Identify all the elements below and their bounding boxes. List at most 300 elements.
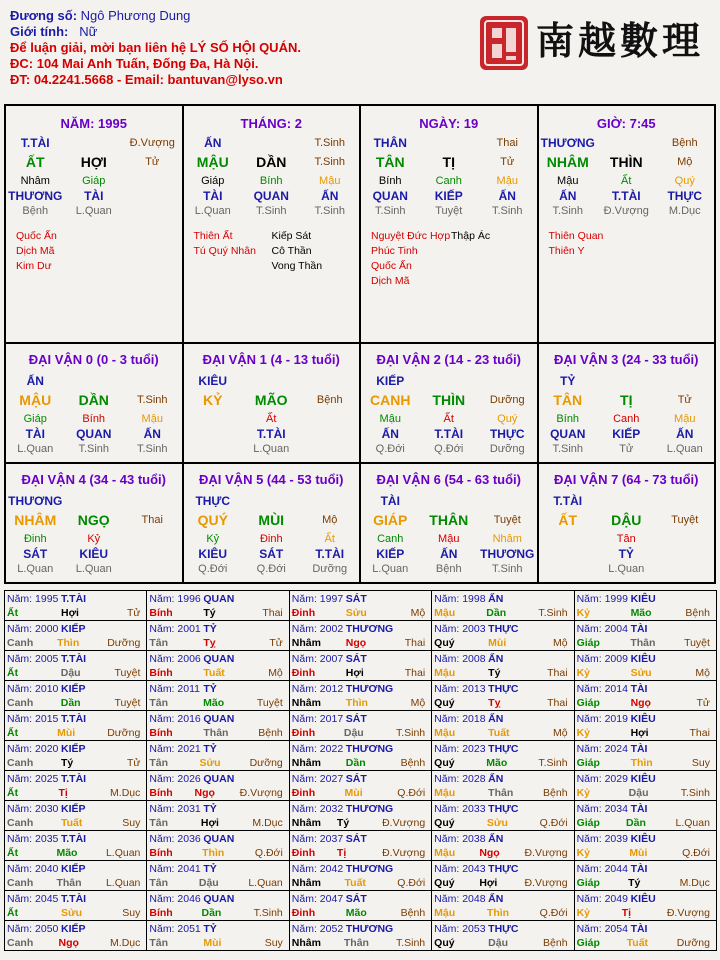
heaven-stem: NHÂM	[546, 154, 589, 170]
year-label	[434, 622, 488, 636]
cell-row	[539, 494, 715, 509]
heaven-stem: KỶ	[203, 392, 223, 408]
year-branch: Mão	[56, 847, 78, 859]
year-ten-god: ẤN	[488, 713, 504, 725]
year-ten-god: KIÊU	[630, 833, 656, 845]
hidden-stem: Kỷ	[87, 533, 101, 545]
hidden-stem: Quý	[497, 413, 518, 425]
year-label-text: Năm:	[149, 593, 175, 605]
cell-row	[361, 174, 537, 189]
earth-branch: TỊ	[620, 392, 633, 408]
year-stem: Mậu	[434, 727, 456, 739]
year-stage: M.Dục	[252, 817, 283, 829]
hidden-god: THỰC	[489, 427, 525, 441]
year-label	[577, 622, 631, 636]
year-stem: Mậu	[434, 667, 456, 679]
stage: T.Sinh	[552, 205, 584, 217]
year-cell	[5, 681, 147, 711]
year-cell	[147, 651, 289, 681]
year-label-text: Năm:	[434, 833, 460, 845]
year-ten-god: ẤN	[488, 773, 504, 785]
year-label	[7, 892, 61, 906]
hidden-stem: Bính	[259, 175, 283, 187]
hidden-god: TÀI	[25, 427, 45, 441]
stage: T.Sinh	[255, 205, 287, 217]
year-label-text: Năm:	[149, 833, 175, 845]
pillar-cell	[359, 106, 537, 342]
hidden-stem	[656, 532, 715, 547]
star-list	[184, 229, 360, 274]
inauspicious-star: Vong Thần	[271, 260, 323, 272]
year-stage: Đ.Vượng	[382, 847, 426, 859]
cell-row	[184, 513, 360, 528]
year-label	[434, 682, 488, 696]
year-label	[434, 832, 488, 846]
year-branch: Ngọ	[479, 847, 500, 859]
year-stem: Giáp	[576, 637, 600, 649]
year-label	[577, 832, 631, 846]
stage: T.Sinh	[314, 156, 346, 168]
year-stem: Bính	[149, 667, 173, 679]
hidden-stem: Bính	[556, 413, 580, 425]
year-ten-god: THỰC	[488, 743, 519, 755]
cell-row	[184, 412, 360, 427]
year-branch: Mão	[486, 757, 508, 769]
cell-row	[539, 442, 715, 457]
stage	[656, 562, 715, 577]
year-number: 2035	[35, 833, 59, 845]
year-number: 2013	[462, 683, 486, 695]
cell-row	[184, 532, 360, 547]
earth-branch: THÂN	[429, 512, 469, 528]
year-stage: Mộ	[552, 637, 568, 649]
year-cell	[289, 801, 431, 831]
year-number: 2034	[604, 803, 628, 815]
year-branch: Hợi	[61, 607, 79, 619]
year-stage: Bệnh	[685, 607, 710, 619]
stage: Mộ	[322, 514, 338, 526]
year-branch: Tuất	[626, 937, 649, 949]
year-label-text: Năm:	[149, 653, 175, 665]
year-number: 2006	[177, 653, 201, 665]
cell-row	[361, 393, 537, 408]
hidden-stem: Mậu	[557, 175, 579, 187]
inauspicious-star: Cô Thần	[271, 245, 312, 257]
stage: Dưỡng	[489, 443, 525, 455]
hidden-god: QUAN	[76, 427, 112, 441]
year-label	[292, 652, 346, 666]
year-branch: Thân	[343, 937, 369, 949]
cell-row	[6, 562, 182, 577]
year-ten-god: ẤN	[488, 653, 504, 665]
year-label	[292, 742, 346, 756]
hidden-god: T.TÀI	[434, 427, 464, 441]
year-stage: Dưỡng	[107, 727, 141, 739]
year-number: 2005	[35, 653, 59, 665]
owner-line	[10, 8, 470, 24]
year-stage: T.Sinh	[538, 607, 568, 619]
star-list	[6, 229, 182, 274]
year-label	[577, 772, 631, 786]
hidden-stem: Ất	[266, 413, 277, 425]
year-branch: Ngọ	[630, 697, 651, 709]
year-stem: Canh	[7, 937, 34, 949]
heaven-stem: NHÂM	[14, 512, 57, 528]
year-label-text: Năm:	[7, 683, 33, 695]
year-ten-god: KIẾP	[61, 683, 86, 695]
year-cell	[432, 771, 574, 801]
year-ten-god: TÀI	[630, 863, 648, 875]
year-stem: Ất	[7, 847, 19, 859]
cell-row	[539, 136, 715, 151]
year-branch: Tý	[203, 607, 216, 619]
year-branch: Tý	[488, 667, 501, 679]
stage	[301, 442, 360, 457]
year-branch: Mùi	[488, 637, 507, 649]
year-stage: Suy	[122, 907, 141, 919]
year-label	[292, 832, 346, 846]
year-number: 2010	[35, 683, 59, 695]
year-branch: Tý	[336, 817, 350, 829]
year-number: 2009	[604, 653, 628, 665]
year-stage: Mộ	[552, 727, 568, 739]
year-label	[149, 892, 203, 906]
year-stage: Tử	[269, 637, 283, 649]
year-stem: Mậu	[434, 607, 456, 619]
year-ten-god: KIẾP	[61, 803, 86, 815]
hidden-stem: Kỷ	[206, 533, 220, 545]
year-stem: Quý	[434, 937, 455, 949]
year-ten-god: KIẾP	[61, 743, 86, 755]
year-stage: Đ.Vượng	[524, 847, 568, 859]
cell-row	[6, 442, 182, 457]
earth-branch: MÃO	[254, 392, 288, 408]
cell-row	[184, 155, 360, 170]
cell-row	[6, 547, 182, 562]
pillar-title: THÁNG: 2	[240, 116, 302, 131]
year-cell	[574, 741, 716, 771]
blank	[597, 136, 656, 151]
year-number: 2020	[35, 743, 59, 755]
year-number: 2015	[35, 713, 59, 725]
year-label	[577, 712, 631, 726]
hidden-stem: Mậu	[141, 413, 163, 425]
year-ten-god: THƯƠNG	[345, 923, 394, 935]
year-ten-god: THƯƠNG	[345, 743, 394, 755]
year-label	[7, 682, 61, 696]
address: ĐC: 104 Mai Anh Tuấn, Đống Đa, Hà Nội.	[10, 56, 259, 71]
year-label	[292, 682, 346, 696]
year-branch: Dậu	[60, 667, 81, 679]
year-stem: Tân	[149, 757, 169, 769]
cell-row	[539, 532, 715, 547]
year-cell	[289, 681, 431, 711]
year-stage: T.Sinh	[395, 937, 426, 949]
year-label-text: Năm:	[7, 893, 33, 905]
year-ten-god: SÁT	[345, 713, 367, 725]
year-label	[149, 862, 203, 876]
cell-row	[361, 136, 537, 151]
year-stage: Tuyệt	[114, 697, 141, 709]
year-number: 2014	[604, 683, 628, 695]
year-label-text: Năm:	[149, 893, 175, 905]
cell-row	[6, 393, 182, 408]
year-number: 1995	[35, 593, 59, 605]
year-label	[7, 652, 61, 666]
year-branch: Ngọ	[345, 637, 367, 649]
cell-row	[361, 513, 537, 528]
seal-icon	[478, 14, 530, 72]
year-number: 2022	[319, 743, 344, 755]
year-number: 2041	[177, 863, 201, 875]
year-branch: Dần	[486, 607, 507, 619]
year-branch: Tý	[61, 757, 74, 769]
stage: L.Quan	[372, 563, 409, 575]
year-cell	[289, 711, 431, 741]
year-ten-god: THƯƠNG	[345, 683, 394, 695]
hidden-stem: Mậu	[319, 175, 341, 187]
year-label-text: Năm:	[576, 923, 602, 935]
year-label	[434, 772, 488, 786]
year-ten-god: TÀI	[630, 743, 648, 755]
year-stage: Thai	[547, 667, 568, 679]
year-cell	[432, 831, 574, 861]
year-label	[577, 682, 631, 696]
year-stem: Canh	[7, 757, 34, 769]
year-branch: Dần	[201, 907, 222, 919]
hidden-stem	[301, 412, 360, 427]
gender-value: Nữ	[79, 24, 98, 39]
hidden-god: TÀI	[84, 189, 104, 203]
phone-email: ĐT: 04.2241.5668 - Email: bantuvan@lyso.vn	[10, 72, 283, 87]
year-number: 1997	[319, 593, 344, 605]
earth-branch: DẬU	[611, 512, 642, 528]
year-stage: Tử	[126, 607, 141, 619]
blank	[242, 136, 301, 151]
year-cell	[574, 711, 716, 741]
year-label-text: Năm:	[576, 893, 602, 905]
stage: L.Quan	[17, 563, 54, 575]
year-stage: Tuyệt	[114, 667, 141, 679]
year-stage: Đ.Vượng	[239, 787, 283, 799]
year-number: 2019	[604, 713, 628, 725]
year-number: 2052	[319, 923, 344, 935]
year-stem: Đinh	[291, 727, 316, 739]
heaven-stem: ẤT	[25, 154, 45, 170]
year-label-text: Năm:	[576, 623, 602, 635]
year-cell	[432, 861, 574, 891]
cell-row	[184, 174, 360, 189]
year-cell	[5, 711, 147, 741]
stage: L.Quan	[75, 563, 112, 575]
year-ten-god: SÁT	[345, 833, 367, 845]
year-label-text: Năm:	[576, 683, 602, 695]
year-label-text: Năm:	[149, 923, 175, 935]
year-number: 2032	[319, 803, 344, 815]
year-label	[7, 592, 61, 606]
year-ten-god: TÀI	[630, 683, 648, 695]
dai-van-title: ĐẠI VẬN 6 (54 - 63 tuổi)	[376, 472, 521, 487]
year-branch: Tỵ	[203, 637, 216, 649]
ten-god: TÀI	[380, 494, 400, 508]
owner-label: Đương số:	[10, 8, 78, 23]
year-number: 2043	[462, 863, 486, 875]
year-number: 2045	[35, 893, 59, 905]
year-ten-god: SÁT	[345, 653, 367, 665]
year-branch: Sửu	[199, 757, 221, 769]
year-ten-god: QUAN	[203, 893, 235, 905]
year-stem: Canh	[7, 697, 34, 709]
cell-row	[184, 494, 360, 509]
year-stem: Kỷ	[576, 907, 590, 919]
year-branch: Dậu	[198, 877, 219, 889]
year-stem: Giáp	[576, 697, 600, 709]
year-number: 2051	[177, 923, 201, 935]
year-ten-god: KIÊU	[630, 773, 656, 785]
stage: Tuyệt	[493, 514, 521, 526]
year-number: 2039	[604, 833, 628, 845]
year-cell	[5, 891, 147, 921]
year-branch: Sửu	[630, 667, 652, 679]
hidden-god	[184, 427, 243, 442]
year-label-text: Năm:	[291, 923, 317, 935]
year-stem: Ất	[7, 787, 19, 799]
stage: Tuyệt	[435, 205, 463, 217]
year-label	[434, 742, 488, 756]
year-label-text: Năm:	[291, 713, 317, 725]
year-label	[7, 802, 61, 816]
year-number: 2016	[177, 713, 201, 725]
stage: T.Sinh	[491, 205, 523, 217]
year-cell	[5, 651, 147, 681]
year-stem: Quý	[434, 877, 455, 889]
year-ten-god: KIẾP	[61, 923, 86, 935]
year-ten-god: T.TÀI	[61, 773, 87, 785]
year-stage: Tuyệt	[256, 697, 283, 709]
year-label	[149, 652, 203, 666]
year-stem: Đinh	[291, 847, 316, 859]
cell-row	[361, 547, 537, 562]
hidden-stem: Canh	[613, 413, 640, 425]
year-ten-god: THỰC	[488, 803, 519, 815]
year-ten-god: THƯƠNG	[345, 803, 394, 815]
year-number: 2054	[604, 923, 628, 935]
year-ten-god: TỶ	[203, 923, 217, 935]
year-label-text: Năm:	[434, 683, 460, 695]
cell-row	[184, 547, 360, 562]
year-number: 2049	[604, 893, 628, 905]
year-ten-god: ẤN	[488, 593, 504, 605]
year-cell	[289, 861, 431, 891]
cell-row	[539, 547, 715, 562]
hidden-stem: Bính	[378, 175, 402, 187]
year-cell	[432, 741, 574, 771]
year-cell	[574, 831, 716, 861]
year-stage: Bệnh	[400, 907, 426, 919]
year-label	[577, 742, 631, 756]
earth-branch: THÌN	[609, 154, 643, 170]
hidden-god: T.TÀI	[611, 189, 641, 203]
year-cell	[432, 921, 574, 951]
hidden-stem: Mậu	[379, 413, 401, 425]
year-stage: Suy	[691, 757, 710, 769]
gender-line	[10, 24, 470, 40]
ten-god: KIÊU	[198, 374, 228, 388]
year-branch: Dần	[60, 697, 81, 709]
year-label-text: Năm:	[434, 653, 460, 665]
cell-row	[184, 189, 360, 204]
stage: L.Quan	[194, 205, 231, 217]
year-number: 2011	[177, 683, 200, 695]
year-label-text: Năm:	[291, 683, 317, 695]
year-label-text: Năm:	[7, 803, 33, 815]
year-number: 2000	[35, 623, 59, 635]
stage: Bệnh	[435, 563, 462, 575]
year-label-text: Năm:	[7, 773, 33, 785]
year-cell	[574, 921, 716, 951]
heaven-stem: ẤT	[558, 512, 578, 528]
year-label	[149, 682, 203, 696]
stage: Tử	[500, 156, 515, 168]
year-stage: L.Quan	[105, 847, 141, 859]
cell-row	[184, 442, 360, 457]
year-stage: Bệnh	[258, 727, 283, 739]
cell-row	[6, 494, 182, 509]
year-branch: Mão	[345, 907, 367, 919]
cell-row	[361, 374, 537, 389]
year-cell	[289, 651, 431, 681]
year-stem: Tân	[149, 877, 169, 889]
hidden-god: QUAN	[550, 427, 586, 441]
stage: Tử	[145, 156, 160, 168]
year-stem: Đinh	[291, 787, 316, 799]
year-number: 2044	[604, 863, 628, 875]
year-cell	[147, 831, 289, 861]
year-number: 2036	[177, 833, 201, 845]
year-stage: M.Dục	[110, 787, 141, 799]
year-branch: Mùi	[344, 787, 363, 799]
year-cell	[289, 591, 431, 621]
stage: Q.Đới	[434, 443, 464, 455]
year-branch: Thân	[203, 727, 229, 739]
year-cell	[574, 681, 716, 711]
year-stage: Mộ	[695, 667, 710, 679]
year-label-text: Năm:	[149, 743, 175, 755]
hidden-god: ẤN	[143, 427, 161, 441]
hidden-god	[539, 547, 598, 562]
year-stem: Đinh	[291, 607, 316, 619]
stage: L.Quan	[608, 563, 645, 575]
year-branch: Hợi	[479, 877, 498, 889]
year-number: 2007	[319, 653, 344, 665]
year-label	[149, 772, 203, 786]
year-stage: Mộ	[410, 697, 426, 709]
year-number: 2002	[319, 623, 344, 635]
hidden-stem	[123, 532, 182, 547]
year-stem: Canh	[7, 637, 34, 649]
year-branch: Thân	[488, 787, 514, 799]
year-branch: Thìn	[345, 697, 368, 709]
year-number: 2029	[604, 773, 628, 785]
year-stem: Kỷ	[576, 847, 590, 859]
cell-row	[539, 427, 715, 442]
year-branch: Hợi	[345, 667, 364, 679]
hidden-stem: Giáp	[82, 175, 106, 187]
year-branch: Dần	[345, 757, 366, 769]
year-stage: Thai	[547, 697, 568, 709]
year-cell	[574, 621, 716, 651]
year-stem: Ất	[7, 727, 19, 739]
